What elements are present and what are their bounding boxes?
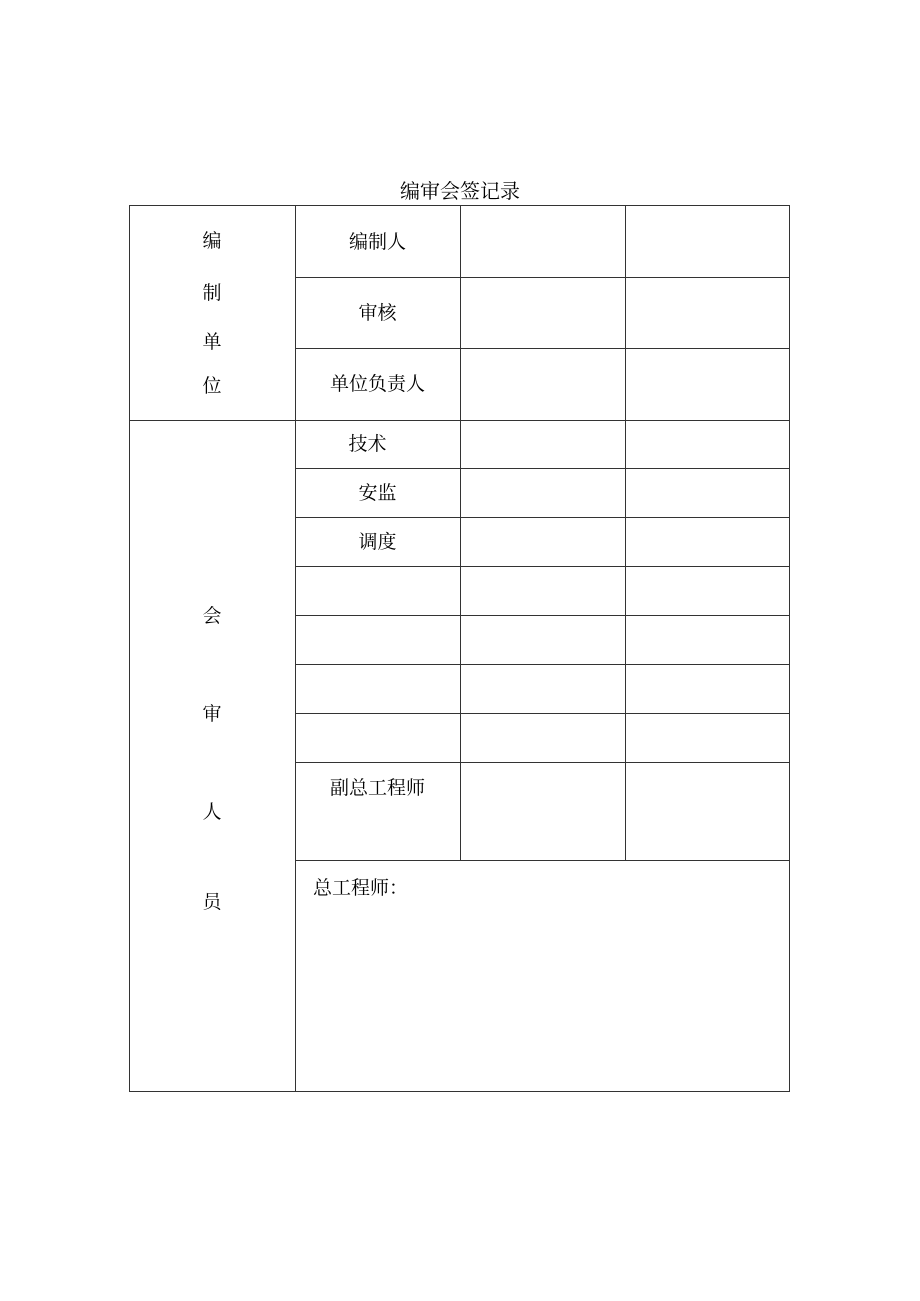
- row-divider: [295, 860, 790, 861]
- row-divider: [295, 277, 790, 278]
- column-divider: [625, 205, 626, 861]
- row-divider: [295, 762, 790, 763]
- row-label-dispatch: 调度: [358, 531, 397, 553]
- row-divider: [295, 615, 790, 616]
- review-staff-label-char: 会: [202, 605, 222, 627]
- row-label-safety: 安监: [358, 482, 397, 504]
- compile-unit-label-char: 制: [202, 282, 222, 304]
- review-staff-label-char: 审: [202, 703, 222, 725]
- row-divider: [295, 713, 790, 714]
- row-label-compiler: 编制人: [348, 231, 406, 253]
- column-divider: [295, 205, 296, 1092]
- row-divider: [295, 348, 790, 349]
- review-staff-label-char: 员: [202, 891, 222, 913]
- row-label-reviewer: 审核: [358, 302, 397, 324]
- compile-unit-label-char: 位: [202, 375, 222, 397]
- row-label-deputy-chief-engineer: 副总工程师: [329, 777, 425, 799]
- compile-unit-label-char: 编: [202, 230, 222, 252]
- compile-unit-label-char: 单: [202, 331, 222, 353]
- table-bottom-border: [129, 1091, 790, 1092]
- table-right-border: [789, 205, 790, 1092]
- form-title: 编审会签记录: [400, 179, 520, 203]
- review-staff-label-char: 人: [202, 801, 222, 823]
- row-divider: [295, 664, 790, 665]
- row-label-unit-head: 单位负责人: [329, 373, 425, 395]
- row-label-technical: 技术: [348, 433, 387, 455]
- row-divider: [295, 468, 790, 469]
- chief-engineer-label: 总工程师：: [313, 877, 409, 899]
- column-divider: [460, 205, 461, 861]
- row-divider: [295, 517, 790, 518]
- row-divider: [295, 566, 790, 567]
